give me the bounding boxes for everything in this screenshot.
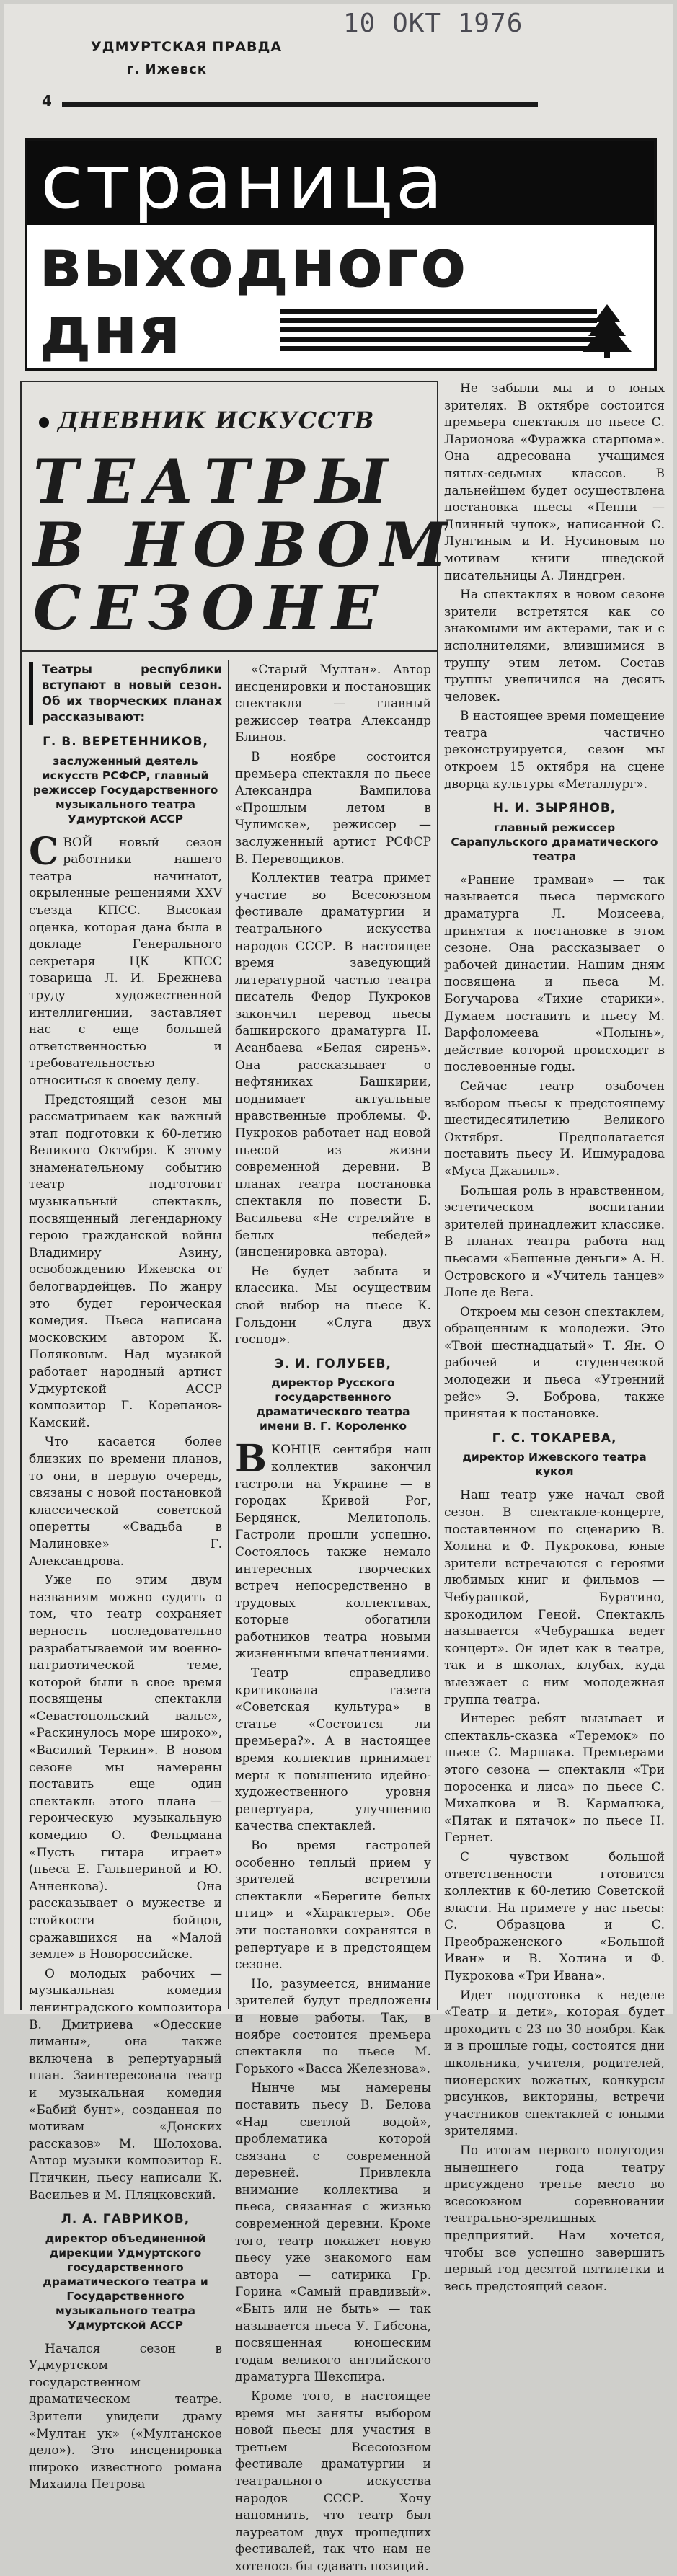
author-name: Н. И. ЗЫРЯНОВ, bbox=[492, 801, 616, 816]
newspaper-city: г. Ижевск bbox=[127, 62, 207, 77]
author-title: директор объединенной дирекции Удмуртского государственного драматического театра и Государственного музыкального театра Удмуртской АССР bbox=[43, 2231, 208, 2332]
paragraph: Уже по этим двум названиям можно судить о том, что театр сохраняет верность последовательно разрабатываемой им военно-патриотической теме, которой были в свое время посвящены спектакли «Севастопольский вальс», «Раскинулось море широко», «Василий Теркин». В новом сезоне мы намерены поставить еще один спектакль этого плана — героическую музыкальную комедию О. Фельцмана «Пусть гитара играет» (пьеса Е. Гальпериной и Ю. Анненкова). Она рассказывает о мужестве и стойкости бойцов, сражавшихся на «Малой земле» в Новороссийске. bbox=[29, 1573, 222, 1962]
paragraph: Театр справедливо критиковала газета «Советская культура» в статье «Состоится ли премьера?». А в настоящее время коллектив принимает меры к повышению идейно-художественного уровня репертуара, улучшению качества спектаклей. bbox=[235, 1666, 431, 1834]
title-box-top bbox=[20, 381, 437, 382]
banner-stripes bbox=[280, 309, 597, 355]
paragraph: Во время гастролей особенно теплый прием у зрителей встретили спектакли «Берегите белых птиц» и «Характеры». Обе эти постановки сохранятся в репертуаре и в предстоящем сезоне. bbox=[235, 1838, 431, 1973]
author-title: директор Русского государственного драматического театра имени В. Г. Короленко bbox=[256, 1376, 410, 1433]
paragraph: Большая роль в нравственном, эстетическом воспитании зрителей принадлежит классике. В планах театра работа над пьесами «Бешеные деньги» А. Н. Островского и «Учитель танцев» Лопе де Вега. bbox=[444, 1183, 665, 1301]
paragraph: Коллектив театра примет участие во Всесоюзном фестивале драматургии и театрального искусства народов СССР. В настоящее время заведующий литературной частью театра писатель Федор Пукроков закончил перевод пьесы башкирского драматурга Н. Асанбаева «Белая сирень». Она рассказывает о нефтяниках Башкирии, поднимает актуальные нравственные проблемы. Ф. Пукроков работает над новой пьесой из жизни современной деревни. В планах театра постановка спектакля по повести Б. Васильева «Не стреляйте в белых лебедей» (инсценировка автора). bbox=[235, 871, 431, 1260]
banner-line-2: выходного bbox=[39, 225, 468, 302]
paragraph: «Старый Мултан». Автор инсценировки и постановщик спектакля — главный режиссер театра Александр Блинов. bbox=[235, 663, 431, 745]
paragraph: Интерес ребят вызывает и спектакль-сказка «Теремок» по пьесе С. Маршака. Премьерами этого сезона — спектакли «Три поросенка и лиса» по пьесе С. Михалкова и В. Кармалюка, «Пятак и пятачок» по пьесе Н. Гернет. bbox=[444, 1712, 665, 1846]
paragraph: По итогам первого полугодия нынешнего года театру присуждено третье место во всесоюзном соревновании театрально-зрелищных предприятий. Нам хочется, чтобы все успешно завершить первый год десятой пятилетки и весь предстоящий сезон. bbox=[444, 2143, 665, 2294]
author-name: Э. И. ГОЛУБЕВ, bbox=[275, 1356, 391, 1371]
paragraph: О молодых рабочих — музыкальная комедия ленинградского композитора В. Дмитриева «Одесские лиманы», она также включена в репертуарный план. Заинтересовала театр и музыкальная комедия «Бабий бунт», созданная по мотивам «Донских рассказов» М. Шолохова. Автор музыки композитор Е. Птичкин, пьесу написали К. Васильев и М. Пляцковский. bbox=[29, 1966, 222, 2203]
column-divider-right bbox=[437, 381, 438, 2010]
newspaper-name: УДМУРТСКАЯ ПРАВДА bbox=[91, 39, 283, 55]
page-number: 4 bbox=[42, 92, 52, 110]
paragraph: «Ранние трамваи» — так называется пьеса пермского драматурга Л. Моисеева, принятая к постановке в этом сезоне. Она рассказывает о рабочей династии. Нашим дням посвящена и пьеса М. Богучарова «Тихие старики». Думаем поставить и пьесу М. Варфоломеева «Полынь», действие которой происходит в послевоенные годы. bbox=[444, 872, 665, 1075]
paragraph: С чувством большой ответственности готовится коллектив к 60-летию Советской власти. На примете у нас пьесы: С. Образцова и С. Преображенского «Большой Иван» и В. Холина и Ф. Пукрокова «Три Ивана». bbox=[444, 1849, 665, 1984]
banner-line-3: дня bbox=[39, 293, 182, 368]
paragraph: В ноябре состоится премьера спектакля по пьесе Александра Вампилова «Прошлым летом в Чулимске», режиссер — заслуженный артист РСФСР В. Перевощиков. bbox=[235, 749, 431, 867]
article-title-line-3: СЕЗОНЕ bbox=[33, 572, 389, 644]
paragraph: Но, разумеется, внимание зрителей будут предложены и новые работы. Так, в ноябре состоится премьера спектакля по пьесе М. Горького «Васса Железнова». bbox=[235, 1976, 431, 2076]
author-title: директор Ижевского театра кукол bbox=[462, 1451, 647, 1479]
column-divider-left bbox=[228, 660, 229, 2009]
banner-line-1: страница bbox=[40, 140, 446, 226]
paragraph: Кроме того, в настоящее время мы заняты выбором новой пьесы для участия в третьем Всесоюзном фестивале драматургии и театрального искусства народов СССР. Хочу напомнить, что театр был лауреатом двух прошедших фестивалей, так что нам не хотелось бы сдавать позиций. bbox=[235, 2389, 431, 2574]
fir-tree-icon bbox=[578, 303, 636, 359]
date-stamp: 10 ОКТ 1976 bbox=[343, 9, 523, 38]
author-title: главный режиссер Сарапульского драматического театра bbox=[451, 820, 658, 863]
masthead-rule bbox=[62, 102, 538, 107]
drop-cap: В bbox=[235, 1437, 267, 1482]
drop-cap: С bbox=[29, 829, 59, 874]
author-title: заслуженный деятель искусств РСФСР, главный режиссер Государственного музыкального театра Удмуртской АССР bbox=[32, 754, 218, 826]
article-lead bbox=[29, 662, 222, 725]
article-title-line-1: ТЕАТРЫ bbox=[33, 446, 398, 517]
title-box-bottom bbox=[20, 650, 437, 652]
newspaper-clipping bbox=[4, 4, 673, 2574]
paragraph: На спектаклях в новом сезоне зрители встретятся как со знакомыми им актерами, так и с исполнителями, влившимися в труппу этим летом. Состав труппы увеличился на десять человек. bbox=[444, 588, 665, 704]
paragraph: Что касается более близких по времени планов, то они, в первую очередь, связаны с новой постановкой классической советской оперетты «Свадьба в Малиновке» Г. Александрова. bbox=[29, 1435, 222, 1569]
paragraph: Наш театр уже начал свой сезон. В спектакле-концерте, поставленном по сценарию В. Холина и Ф. Пукрокова, юные зрители встречаются с героями любимых книг и фильмов — Чебурашкой, Буратино, крокодилом Геной. Спектакль называется «Чебурашка ведет концерт». Он идет как в театре, так и в школах, клубах, куда выезжает с ним молодежная группа театра. bbox=[444, 1488, 665, 1707]
paragraph: Не забыли мы и о юных зрителях. В октябре состоится премьера спектакля по пьесе С. Ларионова «Фуражка старпома». Она адресована учащимся пятых-седьмых классов. В дальнейшем будет осуществлена постановка пьесы «Пеппи — Длинный чулок», написанной С. Лунгиным и И. Нусиновым по мотивам книги шведской писательницы А. Линдгрен. bbox=[444, 381, 665, 583]
left-border bbox=[20, 381, 22, 2010]
paragraph: Сейчас театр озабочен выбором пьесы к предстоящему шестидесятилетию Великого Октября. Предполагается поставить пьесу И. Ишмурадова «Муса Джалиль». bbox=[444, 1079, 665, 1179]
paragraph: Идет подготовка к неделе «Театр и дети», которая будет проходить с 23 по 30 ноября. Как и в прошлые годы, состоятся дни школьника, учителя, родителей, пионерских вожатых, конкурсы рисунков, викторины, встречи участников спектаклей с юными зрителями. bbox=[444, 1988, 665, 2139]
section-heading bbox=[39, 407, 374, 434]
text-column-3 bbox=[444, 381, 665, 2294]
paragraph: Нынче мы намерены поставить пьесу В. Белова «Над светлой водой», проблематика которой связана с современной деревней. Привлекла внимание коллектива и пьеса, связанная с жизнью современной деревни. Кроме того, театр покажет новую пьесу уже знакомого нам автора — сатирика Гр. Горина «Самый правдивый». «Быть или не быть» — так называется пьеса У. Гибсона, посвященная юношеским годам великого английского драматурга Шекспира. bbox=[235, 2081, 431, 2385]
banner-line-1-block bbox=[27, 141, 654, 225]
author-name: Г. В. ВЕРЕТЕННИКОВ, bbox=[43, 735, 208, 749]
text-column-2 bbox=[235, 662, 431, 2574]
section-banner bbox=[25, 138, 657, 371]
paragraph: В настоящее время помещение театра частично реконструируется, сезон мы откроем 15 октября на сцене дворца культуры «Металлург». bbox=[444, 709, 665, 792]
text-column-1 bbox=[29, 662, 222, 2492]
paragraph: ВКОНЦЕ сентября наш коллектив закончил гастроли на Украине — в городах Кривой Рог, Бердянск, Мелитополь. Гастроли прошли успешно. Состоялось также немало интересных творческих встреч непосредственно в трудовых коллективах, которые обогатили работников театра новыми жизненными впечатлениями. bbox=[235, 1437, 431, 1662]
paragraph: Предстоящий сезон мы рассматриваем как важный этап подготовки к 60-летию Великого Октября. К этому знаменательному событию театр подготовит музыкальный спектакль, посвященный легендарному герою гражданской войны Владимиру Азину, освобождению Ижевска от белогвардейцев. По жанру это будет героическая комедия. Пьеса написана московским автором К. Поляковым. Над музыкой работает народный артист Удмуртской АССР композитор Г. Корепанов-Камский. bbox=[29, 1092, 222, 1430]
author-name: Г. С. ТОКАРЕВА, bbox=[492, 1430, 617, 1446]
section-heading-text: ДНЕВНИК ИСКУССТВ bbox=[58, 407, 375, 434]
paragraph: Начался сезон в Удмуртском государственном драматическом театре. Зрители увидели драму «Мултан ук» («Мултанское дело»). Это инсценировка широко известного романа Михаила Петрова bbox=[29, 2341, 222, 2492]
paragraph: СВОЙ новый сезон работники нашего театра начинают, окрыленные решениями XXV съезда КПСС. Высокая оценка, которая дана была в докладе Генерального секретаря ЦК КПСС товарища Л. И. Брежнева труду художественной интеллигенции, заставляет нас с еще большей ответственностью и требовательностью относиться к своему делу. bbox=[29, 829, 222, 1088]
lead-text: Театры республики вступают в новый сезон. Об их творческих планах рассказывают: bbox=[42, 663, 222, 724]
paragraph: Откроем мы сезон спектаклем, обращенным к молодежи. Это «Твой шестнадцатый» Т. Ян. О рабочей и студенческой молодежи и пьеса «Утренний рейс» Э. Боброва, также принятая к постановке. bbox=[444, 1304, 665, 1422]
author-name: Л. А. ГАВРИКОВ, bbox=[61, 2212, 190, 2227]
article-title-line-2: В НОВОМ bbox=[33, 509, 457, 580]
paragraph: Не будет забыта и классика. Мы осуществим свой выбор на пьесе К. Гольдони «Слуга двух господ». bbox=[235, 1264, 431, 1347]
